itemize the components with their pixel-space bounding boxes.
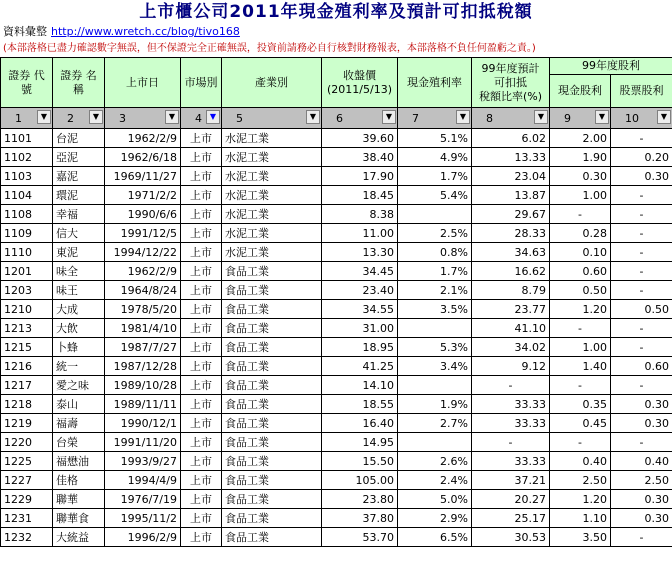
code-cell[interactable]: 1225 <box>1 452 53 471</box>
tax-ratio-cell[interactable]: 25.17 <box>472 509 550 528</box>
cash-yield-cell[interactable]: 2.1% <box>398 281 472 300</box>
filter-cell-10 <box>611 108 672 129</box>
cash-yield-cell[interactable]: 2.9% <box>398 509 472 528</box>
cash-yield-cell[interactable] <box>398 205 472 224</box>
table-row <box>1 414 672 433</box>
filter-number: 8 <box>486 111 493 125</box>
stock-dividend-cell[interactable]: 0.30 <box>611 490 672 509</box>
industry-cell[interactable]: 食品工業 <box>222 414 322 433</box>
tax-ratio-cell[interactable]: 20.27 <box>472 490 550 509</box>
filter-cell-5 <box>222 108 322 129</box>
cash-dividend-cell[interactable]: 0.60 <box>550 262 611 281</box>
market-cell[interactable]: 上市 <box>181 414 222 433</box>
name-cell[interactable]: 信大 <box>53 224 105 243</box>
code-cell[interactable]: 1104 <box>1 186 53 205</box>
code-cell[interactable]: 1215 <box>1 338 53 357</box>
header-stock-dividend: 股票股利 <box>611 75 672 108</box>
cash-yield-cell[interactable]: 0.8% <box>398 243 472 262</box>
tax-ratio-cell[interactable]: - <box>472 433 550 452</box>
industry-cell[interactable]: 食品工業 <box>222 528 322 547</box>
dropdown-arrow-icon[interactable]: ▼ <box>37 110 51 124</box>
table-row <box>1 452 672 471</box>
industry-cell[interactable]: 食品工業 <box>222 338 322 357</box>
market-cell[interactable]: 上市 <box>181 433 222 452</box>
name-cell[interactable]: 東泥 <box>53 243 105 262</box>
stock-dividend-cell[interactable]: 0.60 <box>611 357 672 376</box>
table-row <box>1 262 672 281</box>
cash-yield-cell[interactable]: 1.7% <box>398 262 472 281</box>
code-cell[interactable]: 1229 <box>1 490 53 509</box>
stock-dividend-cell[interactable]: - <box>611 281 672 300</box>
stock-dividend-cell[interactable]: 0.40 <box>611 452 672 471</box>
code-cell[interactable]: 1203 <box>1 281 53 300</box>
cash-yield-cell[interactable]: 2.5% <box>398 224 472 243</box>
dropdown-arrow-icon[interactable]: ▼ <box>595 110 609 124</box>
stock-dividend-cell[interactable]: - <box>611 319 672 338</box>
industry-cell[interactable]: 水泥工業 <box>222 148 322 167</box>
name-cell[interactable]: 環泥 <box>53 186 105 205</box>
stock-dividend-cell[interactable]: 0.30 <box>611 167 672 186</box>
name-cell[interactable]: 愛之味 <box>53 376 105 395</box>
stock-dividend-cell[interactable]: - <box>611 129 672 148</box>
table-row <box>1 357 672 376</box>
name-cell[interactable]: 大成 <box>53 300 105 319</box>
dropdown-arrow-icon[interactable]: ▼ <box>89 110 103 124</box>
stock-dividend-cell[interactable]: - <box>611 243 672 262</box>
cash-dividend-cell[interactable]: - <box>550 433 611 452</box>
stock-dividend-cell[interactable]: - <box>611 186 672 205</box>
cash-yield-cell[interactable]: 4.9% <box>398 148 472 167</box>
stock-dividend-cell[interactable]: 0.20 <box>611 148 672 167</box>
market-cell[interactable]: 上市 <box>181 300 222 319</box>
code-cell[interactable]: 1102 <box>1 148 53 167</box>
cash-yield-cell[interactable] <box>398 376 472 395</box>
close-price-cell[interactable]: 37.80 <box>322 509 398 528</box>
close-price-cell[interactable]: 38.40 <box>322 148 398 167</box>
name-cell[interactable]: 聯華 <box>53 490 105 509</box>
close-price-cell[interactable]: 34.55 <box>322 300 398 319</box>
cash-yield-cell[interactable]: 5.4% <box>398 186 472 205</box>
tax-ratio-cell[interactable]: 23.04 <box>472 167 550 186</box>
list-date-cell[interactable]: 1962/2/9 <box>105 129 181 148</box>
name-cell[interactable]: 統一 <box>53 357 105 376</box>
dropdown-arrow-icon[interactable]: ▼ <box>657 110 671 124</box>
industry-cell[interactable]: 水泥工業 <box>222 224 322 243</box>
tax-ratio-cell[interactable]: 23.77 <box>472 300 550 319</box>
table-row <box>1 376 672 395</box>
market-cell[interactable]: 上市 <box>181 281 222 300</box>
filter-row <box>1 108 672 129</box>
cash-yield-cell[interactable]: 2.7% <box>398 414 472 433</box>
list-date-cell[interactable]: 1987/7/27 <box>105 338 181 357</box>
close-price-cell[interactable]: 17.90 <box>322 167 398 186</box>
code-cell[interactable]: 1231 <box>1 509 53 528</box>
list-date-cell[interactable]: 1969/11/27 <box>105 167 181 186</box>
name-cell[interactable]: 亞泥 <box>53 148 105 167</box>
filter-number: 2 <box>67 111 74 125</box>
list-date-cell[interactable]: 1962/6/18 <box>105 148 181 167</box>
filter-number: 1 <box>15 111 22 125</box>
close-price-cell[interactable]: 18.95 <box>322 338 398 357</box>
market-cell[interactable]: 上市 <box>181 186 222 205</box>
name-cell[interactable]: 福懋油 <box>53 452 105 471</box>
tax-ratio-cell[interactable]: 29.67 <box>472 205 550 224</box>
list-date-cell[interactable]: 1964/8/24 <box>105 281 181 300</box>
cash-yield-cell[interactable]: 6.5% <box>398 528 472 547</box>
table-row <box>1 300 672 319</box>
stock-dividend-cell[interactable]: 0.30 <box>611 414 672 433</box>
tax-ratio-cell[interactable]: 8.79 <box>472 281 550 300</box>
filter-number: 3 <box>119 111 126 125</box>
table-row <box>1 490 672 509</box>
cash-yield-cell[interactable]: 5.3% <box>398 338 472 357</box>
industry-cell[interactable]: 食品工業 <box>222 300 322 319</box>
filter-cell-3 <box>105 108 181 129</box>
header-cash-dividend: 現金股利 <box>550 75 611 108</box>
header-market: 市場別 <box>181 58 222 108</box>
tax-ratio-cell[interactable]: 41.10 <box>472 319 550 338</box>
cash-dividend-cell[interactable]: 1.00 <box>550 338 611 357</box>
industry-cell[interactable]: 食品工業 <box>222 319 322 338</box>
cash-dividend-cell[interactable]: 1.90 <box>550 148 611 167</box>
cash-yield-cell[interactable]: 5.1% <box>398 129 472 148</box>
filter-cell-8 <box>472 108 550 129</box>
name-cell[interactable]: 福壽 <box>53 414 105 433</box>
filter-number: 10 <box>625 111 639 125</box>
name-cell[interactable]: 泰山 <box>53 395 105 414</box>
tax-ratio-cell[interactable]: 16.62 <box>472 262 550 281</box>
stock-dividend-cell[interactable]: - <box>611 205 672 224</box>
close-price-cell[interactable]: 105.00 <box>322 471 398 490</box>
list-date-cell[interactable]: 1981/4/10 <box>105 319 181 338</box>
cash-dividend-cell[interactable]: 1.10 <box>550 509 611 528</box>
cash-dividend-cell[interactable]: 1.00 <box>550 186 611 205</box>
industry-cell[interactable]: 食品工業 <box>222 262 322 281</box>
cash-dividend-cell[interactable]: 0.45 <box>550 414 611 433</box>
table-row <box>1 243 672 262</box>
cash-yield-cell[interactable]: 3.4% <box>398 357 472 376</box>
filter-cell-2 <box>53 108 105 129</box>
stock-dividend-cell[interactable]: 0.50 <box>611 300 672 319</box>
industry-cell[interactable]: 食品工業 <box>222 395 322 414</box>
industry-cell[interactable]: 食品工業 <box>222 471 322 490</box>
cash-yield-cell[interactable] <box>398 319 472 338</box>
filter-number: 4 <box>195 111 202 125</box>
cash-dividend-cell[interactable]: 2.00 <box>550 129 611 148</box>
list-date-cell[interactable]: 1990/12/1 <box>105 414 181 433</box>
code-cell[interactable]: 1227 <box>1 471 53 490</box>
industry-cell[interactable]: 水泥工業 <box>222 186 322 205</box>
industry-cell[interactable]: 水泥工業 <box>222 243 322 262</box>
filter-cell-9 <box>550 108 611 129</box>
list-date-cell[interactable]: 1995/11/2 <box>105 509 181 528</box>
code-cell[interactable]: 1218 <box>1 395 53 414</box>
code-cell[interactable]: 1217 <box>1 376 53 395</box>
market-cell[interactable]: 上市 <box>181 471 222 490</box>
tax-ratio-cell[interactable]: 37.21 <box>472 471 550 490</box>
active-filter-arrow-icon[interactable]: ▼ <box>206 110 220 124</box>
tax-ratio-cell[interactable]: 6.02 <box>472 129 550 148</box>
tax-ratio-cell[interactable]: 33.33 <box>472 395 550 414</box>
cash-yield-cell[interactable] <box>398 433 472 452</box>
market-cell[interactable]: 上市 <box>181 129 222 148</box>
cash-dividend-cell[interactable]: 0.35 <box>550 395 611 414</box>
tax-ratio-cell[interactable]: 9.12 <box>472 357 550 376</box>
close-price-cell[interactable]: 13.30 <box>322 243 398 262</box>
list-date-cell[interactable]: 1987/12/28 <box>105 357 181 376</box>
cash-dividend-cell[interactable]: 3.50 <box>550 528 611 547</box>
stock-dividend-cell[interactable]: - <box>611 528 672 547</box>
name-cell[interactable]: 味全 <box>53 262 105 281</box>
close-price-cell[interactable]: 34.45 <box>322 262 398 281</box>
tax-ratio-cell[interactable]: 28.33 <box>472 224 550 243</box>
industry-cell[interactable]: 食品工業 <box>222 357 322 376</box>
filter-number: 9 <box>564 111 571 125</box>
list-date-cell[interactable]: 1990/6/6 <box>105 205 181 224</box>
cash-dividend-cell[interactable]: 1.20 <box>550 300 611 319</box>
close-price-cell[interactable]: 53.70 <box>322 528 398 547</box>
source-line <box>0 24 672 40</box>
list-date-cell[interactable]: 1971/2/2 <box>105 186 181 205</box>
cash-dividend-cell[interactable]: - <box>550 205 611 224</box>
tax-ratio-cell[interactable]: 33.33 <box>472 452 550 471</box>
header-tax-ratio-line1: 99年度預計 <box>481 61 540 75</box>
industry-cell[interactable]: 食品工業 <box>222 509 322 528</box>
filter-cell-7 <box>398 108 472 129</box>
list-date-cell[interactable]: 1993/9/27 <box>105 452 181 471</box>
close-price-cell[interactable]: 23.40 <box>322 281 398 300</box>
table-row <box>1 148 672 167</box>
cash-dividend-cell[interactable]: 1.20 <box>550 490 611 509</box>
industry-cell[interactable]: 水泥工業 <box>222 205 322 224</box>
market-cell[interactable]: 上市 <box>181 243 222 262</box>
list-date-cell[interactable]: 1989/10/28 <box>105 376 181 395</box>
filter-number: 6 <box>336 111 343 125</box>
close-price-cell[interactable]: 41.25 <box>322 357 398 376</box>
tax-ratio-cell[interactable]: 34.63 <box>472 243 550 262</box>
name-cell[interactable]: 嘉泥 <box>53 167 105 186</box>
market-cell[interactable]: 上市 <box>181 319 222 338</box>
stock-dividend-cell[interactable]: - <box>611 376 672 395</box>
stock-dividend-cell[interactable]: 0.30 <box>611 395 672 414</box>
filter-number: 5 <box>236 111 243 125</box>
stock-dividend-cell[interactable]: - <box>611 224 672 243</box>
code-cell[interactable]: 1103 <box>1 167 53 186</box>
header-dividend-group: 99年度股利 <box>550 58 672 75</box>
page-title: 上市櫃公司2011年現金殖利率及預計可扣抵稅額 <box>139 2 533 22</box>
disclaimer: (本部落格已盡力確認數字無誤，但不保證完全正確無誤，投資前請務必自行核對財務報表，本部落格不負任何盈虧之責。) <box>3 43 536 54</box>
table-row <box>1 186 672 205</box>
market-cell[interactable]: 上市 <box>181 395 222 414</box>
tax-ratio-cell[interactable]: 13.33 <box>472 148 550 167</box>
source-link[interactable]: http://www.wretch.cc/blog/tivo168 <box>51 25 240 38</box>
dropdown-arrow-icon[interactable]: ▼ <box>306 110 320 124</box>
cash-dividend-cell[interactable]: 2.50 <box>550 471 611 490</box>
header-tax-ratio-line2: 可扣抵 <box>494 75 527 89</box>
code-cell[interactable]: 1108 <box>1 205 53 224</box>
table-row <box>1 167 672 186</box>
code-cell[interactable]: 1213 <box>1 319 53 338</box>
industry-cell[interactable]: 食品工業 <box>222 376 322 395</box>
list-date-cell[interactable]: 1994/4/9 <box>105 471 181 490</box>
code-cell[interactable]: 1232 <box>1 528 53 547</box>
industry-cell[interactable]: 食品工業 <box>222 281 322 300</box>
list-date-cell[interactable]: 1996/2/9 <box>105 528 181 547</box>
tax-ratio-cell[interactable]: 13.87 <box>472 186 550 205</box>
cash-yield-cell[interactable]: 1.9% <box>398 395 472 414</box>
market-cell[interactable]: 上市 <box>181 452 222 471</box>
market-cell[interactable]: 上市 <box>181 148 222 167</box>
cash-dividend-cell[interactable]: 1.40 <box>550 357 611 376</box>
cash-dividend-cell[interactable]: - <box>550 319 611 338</box>
cash-yield-cell[interactable]: 1.7% <box>398 167 472 186</box>
table-row <box>1 224 672 243</box>
industry-cell[interactable]: 食品工業 <box>222 490 322 509</box>
table-row <box>1 319 672 338</box>
close-price-cell[interactable]: 14.10 <box>322 376 398 395</box>
filter-cell-1 <box>1 108 53 129</box>
list-date-cell[interactable]: 1991/12/5 <box>105 224 181 243</box>
dropdown-arrow-icon[interactable]: ▼ <box>534 110 548 124</box>
cash-dividend-cell[interactable]: - <box>550 376 611 395</box>
cash-yield-cell[interactable]: 3.5% <box>398 300 472 319</box>
market-cell[interactable]: 上市 <box>181 528 222 547</box>
market-cell[interactable]: 上市 <box>181 357 222 376</box>
table-row <box>1 433 672 452</box>
cash-dividend-cell[interactable]: 0.30 <box>550 167 611 186</box>
market-cell[interactable]: 上市 <box>181 224 222 243</box>
code-cell[interactable]: 1220 <box>1 433 53 452</box>
list-date-cell[interactable]: 1962/2/9 <box>105 262 181 281</box>
cash-dividend-cell[interactable]: 0.50 <box>550 281 611 300</box>
close-price-cell[interactable]: 31.00 <box>322 319 398 338</box>
name-cell[interactable]: 台榮 <box>53 433 105 452</box>
close-price-cell[interactable]: 16.40 <box>322 414 398 433</box>
header-tax-ratio <box>472 58 550 108</box>
name-cell[interactable]: 味王 <box>53 281 105 300</box>
stock-dividend-cell[interactable]: - <box>611 433 672 452</box>
dropdown-arrow-icon[interactable]: ▼ <box>456 110 470 124</box>
name-cell[interactable]: 幸福 <box>53 205 105 224</box>
name-cell[interactable]: 聯華食 <box>53 509 105 528</box>
name-cell[interactable]: 台泥 <box>53 129 105 148</box>
table-row <box>1 205 672 224</box>
source-label: 資料彙整 <box>3 25 47 38</box>
header-list-date: 上市日 <box>105 58 181 108</box>
close-price-cell[interactable]: 39.60 <box>322 129 398 148</box>
header-tax-ratio-line3: 稅額比率(%) <box>478 89 543 103</box>
filter-cell-6 <box>322 108 398 129</box>
close-price-cell[interactable]: 15.50 <box>322 452 398 471</box>
header-code: 證券 代號 <box>1 58 53 108</box>
code-cell[interactable]: 1216 <box>1 357 53 376</box>
header-cash-yield: 現金殖利率 <box>398 58 472 108</box>
filter-number: 7 <box>412 111 419 125</box>
header-industry: 產業別 <box>222 58 322 108</box>
list-date-cell[interactable]: 1989/11/11 <box>105 395 181 414</box>
code-cell[interactable]: 1110 <box>1 243 53 262</box>
table-row <box>1 281 672 300</box>
market-cell[interactable]: 上市 <box>181 509 222 528</box>
table-body <box>1 129 672 547</box>
industry-cell[interactable]: 食品工業 <box>222 452 322 471</box>
market-cell[interactable]: 上市 <box>181 376 222 395</box>
stock-dividend-cell[interactable]: - <box>611 262 672 281</box>
market-cell[interactable]: 上市 <box>181 167 222 186</box>
stock-dividend-cell[interactable]: - <box>611 338 672 357</box>
name-cell[interactable]: 大統益 <box>53 528 105 547</box>
table-row <box>1 528 672 547</box>
header-close-price: 收盤價 (2011/5/13) <box>322 58 398 108</box>
header-name: 證券 名稱 <box>53 58 105 108</box>
industry-cell[interactable]: 水泥工業 <box>222 129 322 148</box>
name-cell[interactable]: 卜蜂 <box>53 338 105 357</box>
table-row <box>1 129 672 148</box>
cash-yield-cell[interactable]: 2.6% <box>398 452 472 471</box>
name-cell[interactable]: 大飲 <box>53 319 105 338</box>
code-cell[interactable]: 1219 <box>1 414 53 433</box>
tax-ratio-cell[interactable]: 30.53 <box>472 528 550 547</box>
code-cell[interactable]: 1210 <box>1 300 53 319</box>
stock-dividend-cell[interactable]: 0.30 <box>611 509 672 528</box>
close-price-cell[interactable]: 18.55 <box>322 395 398 414</box>
close-price-cell[interactable]: 18.45 <box>322 186 398 205</box>
table-row <box>1 509 672 528</box>
table-row <box>1 471 672 490</box>
close-price-cell[interactable]: 23.80 <box>322 490 398 509</box>
list-date-cell[interactable]: 1991/11/20 <box>105 433 181 452</box>
code-cell[interactable]: 1201 <box>1 262 53 281</box>
list-date-cell[interactable]: 1978/5/20 <box>105 300 181 319</box>
cash-yield-cell[interactable]: 5.0% <box>398 490 472 509</box>
market-cell[interactable]: 上市 <box>181 338 222 357</box>
close-price-cell[interactable]: 8.38 <box>322 205 398 224</box>
tax-ratio-cell[interactable]: 33.33 <box>472 414 550 433</box>
cash-dividend-cell[interactable]: 0.28 <box>550 224 611 243</box>
list-date-cell[interactable]: 1994/12/22 <box>105 243 181 262</box>
market-cell[interactable]: 上市 <box>181 205 222 224</box>
industry-cell[interactable]: 食品工業 <box>222 433 322 452</box>
code-cell[interactable]: 1101 <box>1 129 53 148</box>
filter-cell-4 <box>181 108 222 129</box>
table-row <box>1 395 672 414</box>
close-price-cell[interactable]: 11.00 <box>322 224 398 243</box>
list-date-cell[interactable]: 1976/7/19 <box>105 490 181 509</box>
close-price-cell[interactable]: 14.95 <box>322 433 398 452</box>
market-cell[interactable]: 上市 <box>181 262 222 281</box>
name-cell[interactable]: 佳格 <box>53 471 105 490</box>
code-cell[interactable]: 1109 <box>1 224 53 243</box>
stock-dividend-cell[interactable]: 2.50 <box>611 471 672 490</box>
industry-cell[interactable]: 水泥工業 <box>222 167 322 186</box>
tax-ratio-cell[interactable]: - <box>472 376 550 395</box>
table-row <box>1 338 672 357</box>
cash-dividend-cell[interactable]: 0.10 <box>550 243 611 262</box>
dropdown-arrow-icon[interactable]: ▼ <box>165 110 179 124</box>
dropdown-arrow-icon[interactable]: ▼ <box>382 110 396 124</box>
cash-yield-cell[interactable]: 2.4% <box>398 471 472 490</box>
market-cell[interactable]: 上市 <box>181 490 222 509</box>
cash-dividend-cell[interactable]: 0.40 <box>550 452 611 471</box>
dividend-table <box>0 57 672 547</box>
tax-ratio-cell[interactable]: 34.02 <box>472 338 550 357</box>
